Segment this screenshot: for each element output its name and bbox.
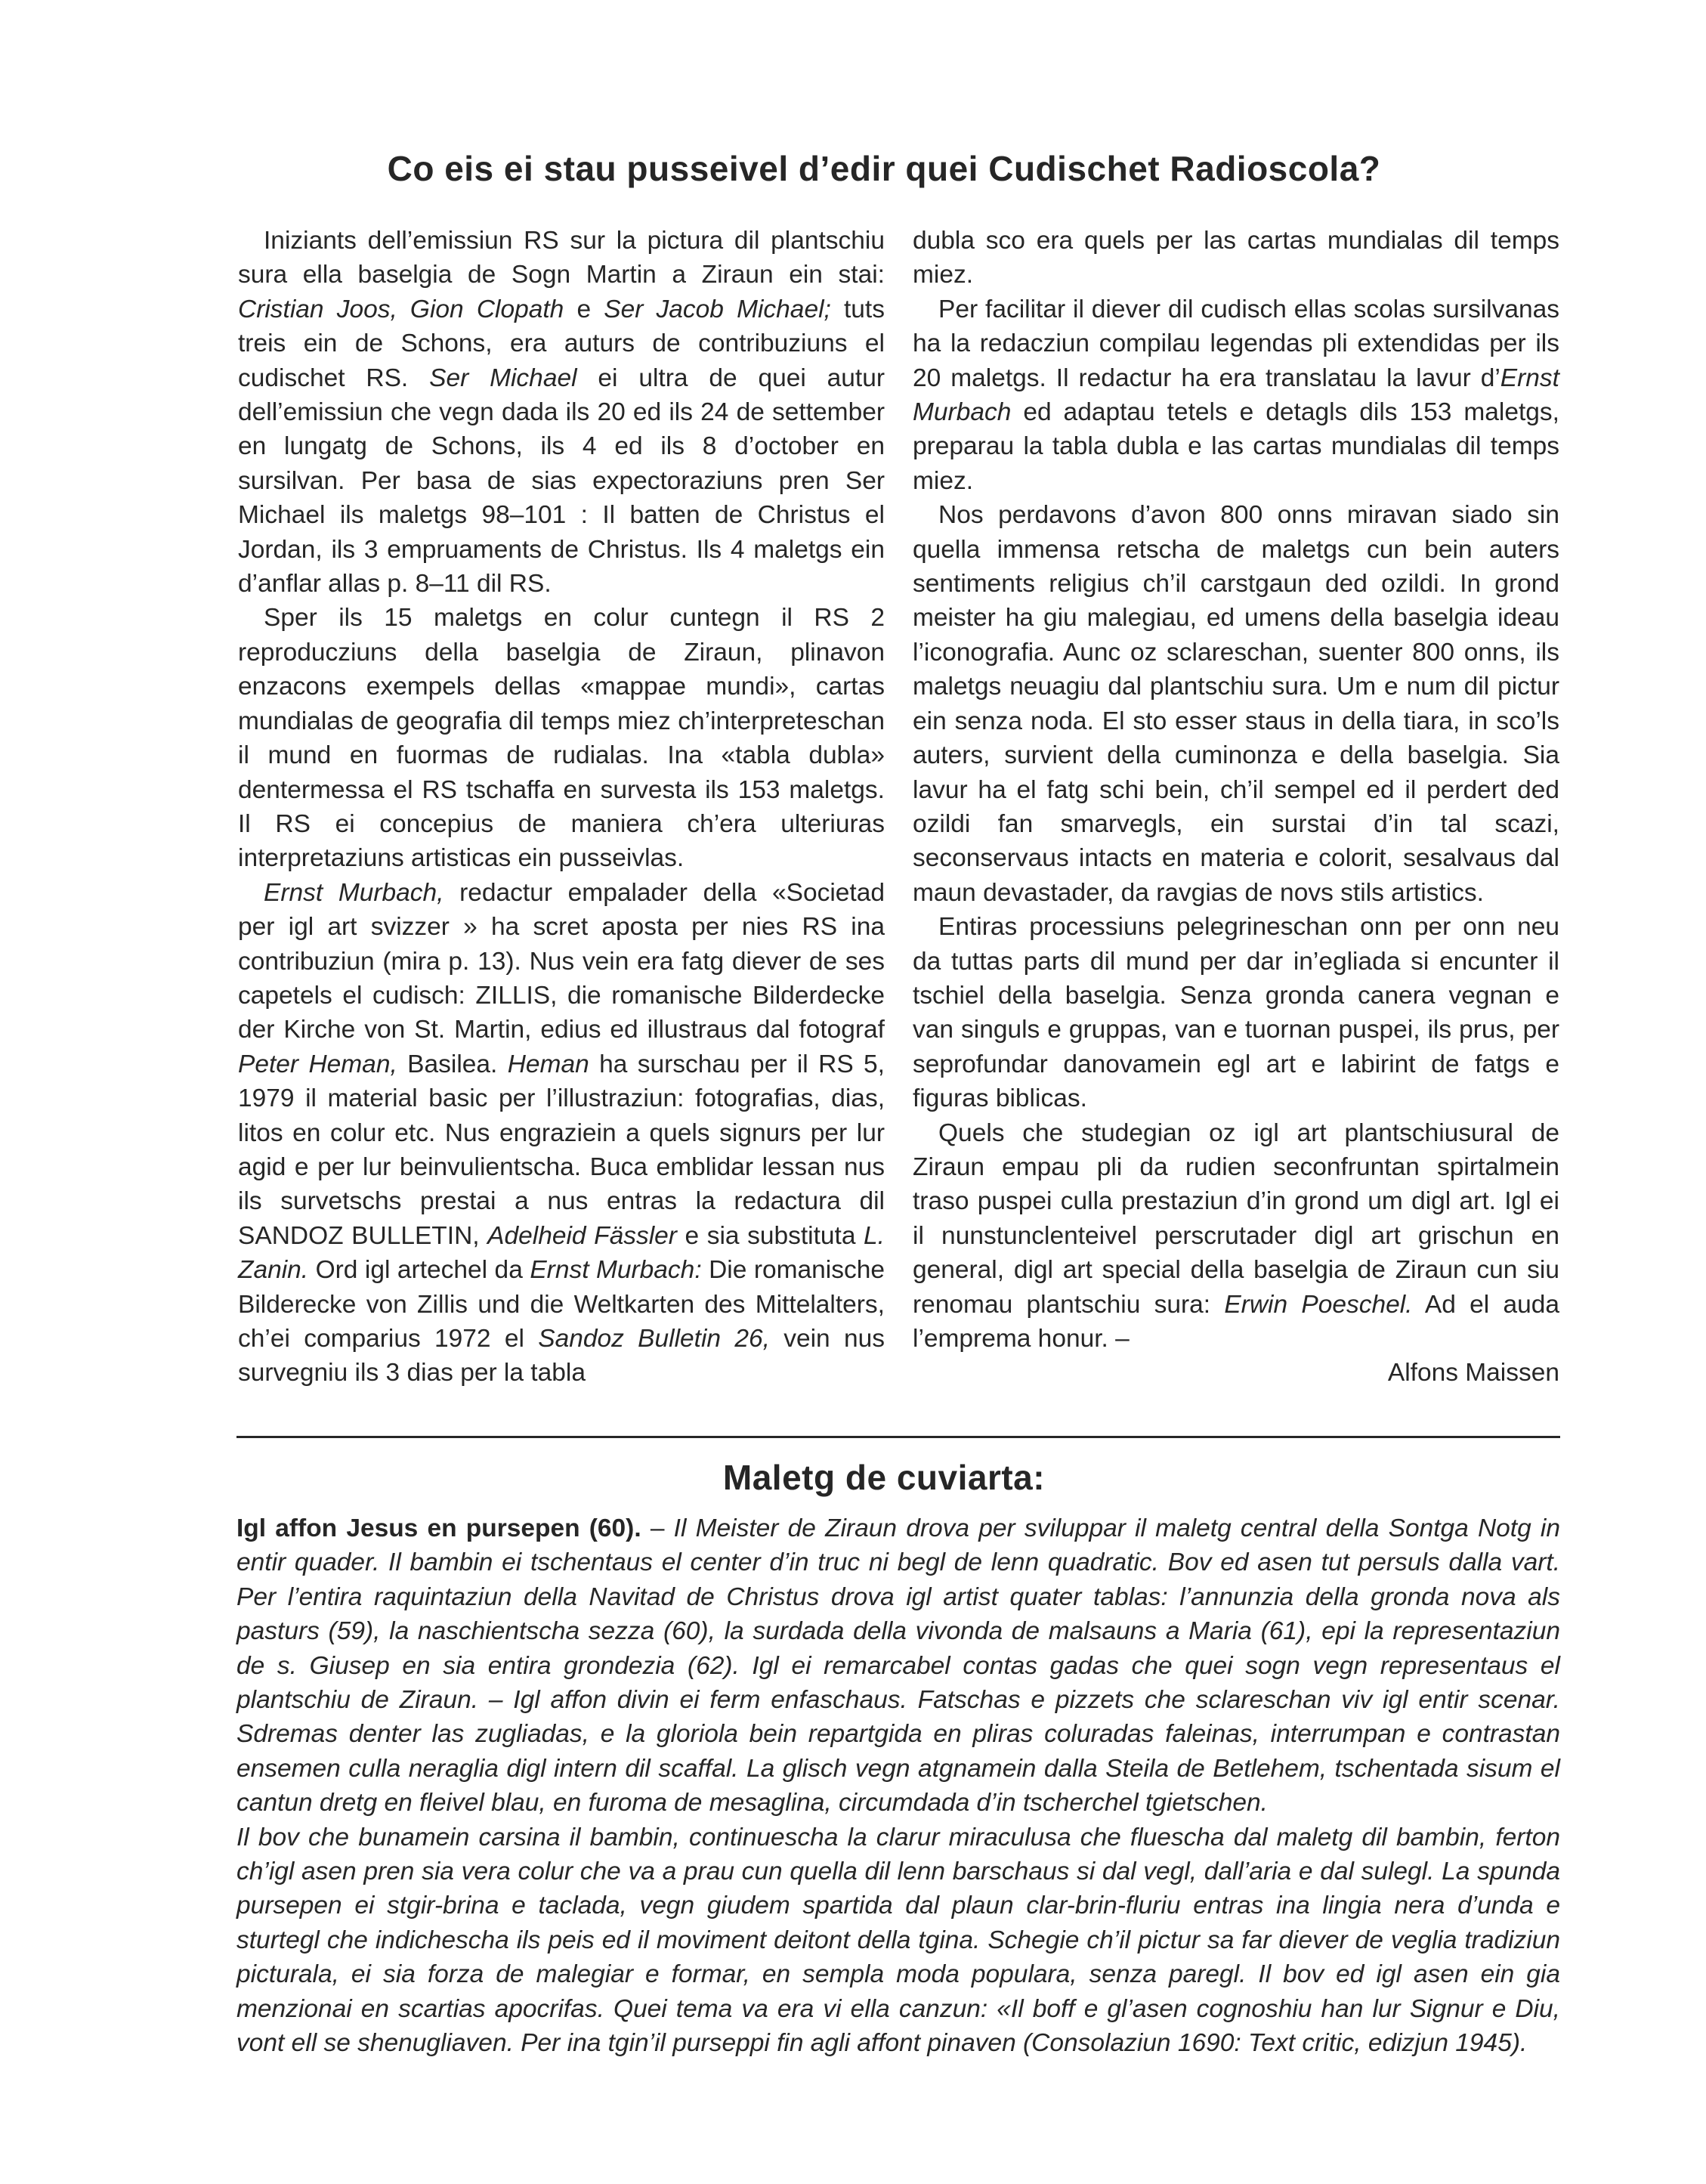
paragraph: Iniziants dell’emissiun RS sur la pictura dil plantschiu sura ella baselgia de Sogn Martin a Ziraun ein stai: Cristian Joos, Gion Clopath e Ser Jacob Michael; tuts treis ein de Schons, era auturs de contribuziuns el cudischet RS. Ser Michael ei ultra de quei autur dell’emissiun che vegn dada ils 20 ed ils 24 de settember en lungatg de Schons, ils 4 ed ils 8 d’october en sursilvan. Per basa de sias expectoraziuns pren Ser Michael ils maletgs 98–101 : Il batten de Christus el Jordan, ils 3 empruaments de Christus. Ils 4 maletgs ein d’anflar allas p. 8–11 dil RS. [238,227,885,599]
paragraph: Nos perdavons d’avon 800 onns miravan siado sin quella immensa retscha de maletgs cun bein auters sentiments religius ch’il carstgaun ded ozildi. In grond meister ha giu malegiau, ed umens della baselgia ideau l’iconografia. Aunc oz sclareschan, suenter 800 onns, ils maletgs neuagiu dal plantschiu sura. Um e num dil pictur ein senza noda. El sto esser staus in della tiara, in sco’ls auters, survient della cuminonza e della baselgia. Sia lavur ha el fatg schi bein, ch’il sempel ed il perdert ded ozildi fan smarvegls, ein surstai d’in tal scazi, seconservaus intacts en materia e colorit, sesalvaus dal maun devastader, da ravgias de novs stils artistics. [913,501,1559,907]
right-column [913,224,1559,1391]
section-divider [236,1436,1560,1438]
paragraph: Per facilitar il diever dil cudisch ellas scolas sursilvanas ha la redacziun compilau legendas pli extendidas per ils 20 maletgs. Il redactur ha era translatau la lavur d’Ernst Murbach ed adaptau tetels e detagls dils 153 maletgs, preparau la tabla dubla e las cartas mundialas dil temps miez. [913,295,1559,495]
cover-caption [236,1511,1560,2061]
left-column [238,224,885,1391]
paragraph: Il bov che bunamein carsina il bambin, continuescha la clarur miraculusa che fluescha dal maletg dil bambin, ferton ch’igl asen pren sia vera colur che va a prau cun quella dil lenn barschaus si dal vegl, dall’aria e dal sulegl. La spunda pursepen ei stgir-brina e taclada, vegn giudem spartida dal plaun clar-brin-fluriu entras ina lingia nera d’unda e sturtegl che indichescha ils peis ed il moviment deitont della tgina. Schegie ch’il pictur sa far diever de veglia tradiziun picturala, ei sia forza de malegiar e formar, en sempla moda populara, senza paregl. Il bov ed igl asen ein gia menzionai en scartias apocrifas. Quei tema va era vi ella canzun: «Il boff e gl’asen cognoshiu han lur Signur e Diu, vont ell se shenugliaven. Per ina tgin’il purseppi fin agli affont pinaven (Consolaziun 1690: Text critic, edizjun 1945). [236,1823,1560,2058]
paragraph: Ernst Murbach, redactur empalader della «Societad per igl art svizzer » ha scret aposta per nies RS ina contribuziun (mira p. 13). Nus vein era fatg diever de ses capetels el cudisch: ZILLIS, die romanische Bilderdecke der Kirche von St. Martin, edius ed illustraus dal fotograf Peter Heman, Basilea. Heman ha surschau per il RS 5, 1979 il material basic per l’illustraziun: fotografias, dias, litos en colur etc. Nus engraziein a quels signurs per lur agid e per lur beinvulientscha. Buca emblidar lessan nus ils survetschs prestai a nus entras la redactura dil SANDOZ BULLETIN, Adelheid Fässler e sia substituta L. Zanin. Ord igl artechel da Ernst Murbach: Die romanische Bilderecke von Zillis und die Weltkarten des Mittelalters, ch’ei comparius 1972 el Sandoz Bulletin 26, vein nus survegniu ils 3 dias per la tabla [238,878,885,1387]
author-signature: Alfons Maissen [1387,1359,1559,1387]
paragraph: Entiras processiuns pelegrineschan onn per onn neu da tuttas parts dil mund per dar in’egliada si encunter il tschiel della baselgia. Senza gronda canera vegnan e van singuls e gruppas, van e tuornan puspei, ils prus, per seprofundar danovamein egl art e labirint de fatgs e figuras biblicas. [913,913,1559,1113]
page-title: Co eis ei stau pusseivel d’edir quei Cudischet Radioscola? [387,149,1381,188]
paragraph: dubla sco era quels per las cartas mundialas dil temps miez. [913,227,1559,289]
paragraph: Sper ils 15 maletgs en colur cuntegn il RS 2 reproducziuns della baselgia de Ziraun, plinavon enzacons exempels dellas «mappae mundi», cartas mundialas de geografia dil temps miez ch’interpreteschan il mund en fuormas de rudialas. Ina «tabla dubla» dentermessa el RS tschaffa en survesta ils 153 maletgs. Il RS ei concepius de maniera ch’era ulteriuras interpretaziuns artisticas ein pusseivlas. [238,604,885,873]
caption-lead: Igl affon Jesus en pursepen (60). [236,1514,641,1542]
paragraph: Quels che studegian oz igl art plantschiusural de Ziraun empau pli da rudien seconfruntan spirtalmein traso puspei culla prestaziun d’in grond um digl art. Igl ei il nunstunclenteivel perscrutader digl art grischun en general, digl art special della baselgia de Ziraun cun siu renomau plantschiu sura: Erwin Poeschel. Ad el auda l’emprema honur. – [913,1118,1559,1353]
paragraph: Igl affon Jesus en pursepen (60). – Il Meister de Ziraun drova per sviluppar il maletg central della Sontga Notg in entir quader. Il bambin ei tschentaus el center d’in truc ni begl de lenn quadratic. Bov ed asen tut persuls dalla vart. Per l’entira raquintaziun della Navitad de Christus drova igl artist quater tablas: l’annunzia della gronda nova als pasturs (59), la naschientscha sezza (60), la surdada della vivonda de malsauns a Maria (61), epi la representaziun de s. Giusep en sia entira grondezia (62). Igl ei remarcabel contas gadas che quei sogn vegn representaus el plantschiu de Ziraun. – Igl affon divin ei ferm enfaschaus. Fatschas e pizzets che sclareschan viv igl entir scenar. Sdremas denter las zugliadas, e la gloriola bein repartgida en pliras coluradas faleinas, interrumpan e contrastan ensemen culla neraglia digl intern dil scaffal. La glisch vegn atgnamein dalla Steila de Betlehem, tschentada sisum el cantun dretg en fleivel blau, en furoma de mesaglina, circumdada d’in tscherchel tgietschen. [236,1514,1561,1817]
section-heading: Maletg de cuviarta: [722,1458,1046,1497]
